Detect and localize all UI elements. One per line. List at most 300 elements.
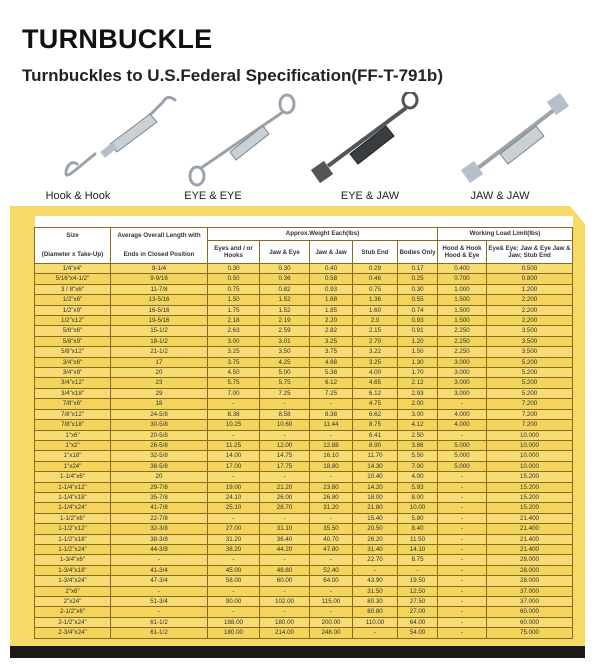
table-row [35,617,573,627]
table-cell: 10.000 [487,461,573,471]
table-cell: 0.74 [398,305,438,315]
table-cell: 1/2"x9" [35,305,111,315]
table-cell: 1-1/4"x12" [35,482,111,492]
caption-jaw-jaw: JAW & JAW [470,190,530,202]
table-cell: 4.000 [438,420,487,430]
table-cell: 0.93 [310,284,353,294]
table-cell: 10.25 [208,420,260,430]
table-cell: - [208,472,260,482]
table-cell: 3.25 [208,347,260,357]
table-cell: 1/2"x6" [35,295,111,305]
table-row [35,420,573,430]
table-row [35,555,573,565]
table-cell: 60.000 [487,617,573,627]
table-cell: 4.12 [398,420,438,430]
table-cell: 6.12 [310,378,353,388]
table-cell: - [438,565,487,575]
table-cell: - [310,555,353,565]
table-cell: 3.75 [310,347,353,357]
blank-row [35,216,573,228]
table-cell: 64.00 [398,617,438,627]
table-cell: - [260,555,310,565]
table-cell: 58.00 [208,576,260,586]
table-cell: - [260,430,310,440]
hook-hook-turnbuckle-image [55,92,185,187]
table-cell: 2.250 [438,347,487,357]
table-cell: 1.500 [438,305,487,315]
table-cell: 14.10 [398,544,438,554]
table-row [35,274,573,284]
table-cell: 21.400 [487,524,573,534]
table-cell: 0.91 [398,326,438,336]
table-cell: 0.46 [353,274,398,284]
table-cell: 80.80 [353,607,398,617]
table-cell: 3.000 [438,357,487,367]
table-cell: - [260,513,310,523]
table-cell: 1-1/2"x24" [35,544,111,554]
table-row [35,628,573,638]
table-row [35,534,573,544]
table-cell: - [438,534,487,544]
table-cell: 1-3/4"x18" [35,565,111,575]
table-cell: 2.59 [260,326,310,336]
table-cell: 26-5/8 [111,440,208,450]
table-cell: 51-3/4 [111,597,208,607]
table-cell: 21.80 [353,503,398,513]
table-cell: - [111,607,208,617]
table-cell: 20 [111,472,208,482]
table-cell: 0.36 [260,274,310,284]
table-cell: 8.38 [310,409,353,419]
table-cell: 27.00 [398,607,438,617]
table-cell: 21.20 [260,482,310,492]
table-cell: 3.25 [353,357,398,367]
table-cell: - [438,576,487,586]
table-row [35,544,573,554]
table-row [35,472,573,482]
table-cell: 8.38 [208,409,260,419]
table-cell: 1.52 [260,295,310,305]
table-cell: 14.00 [208,451,260,461]
table-row [35,284,573,294]
table-cell: 32-3/8 [111,524,208,534]
table-cell: 4.00 [353,368,398,378]
table-row [35,295,573,305]
table-row [35,409,573,419]
table-cell: 1.30 [398,357,438,367]
table-cell: 11.44 [310,420,353,430]
table-cell: 3.500 [487,326,573,336]
table-body [35,264,573,639]
table-cell: 0.75 [208,284,260,294]
table-cell: 214.00 [260,628,310,638]
table-cell: 2.250 [438,326,487,336]
table-cell: 1.75 [208,305,260,315]
table-cell: 61-1/2 [111,617,208,627]
table-cell: 31.20 [310,503,353,513]
table-cell: - [438,472,487,482]
col-stub-end: Stub End [353,241,398,264]
table-cell: 3.000 [438,388,487,398]
table-cell: 31.10 [260,524,310,534]
table-row [35,513,573,523]
table-cell: 7.00 [398,461,438,471]
table-cell: 20 [111,368,208,378]
table-cell: 80.30 [353,597,398,607]
table-cell: - [208,513,260,523]
table-cell: 1-1/2"x6" [35,513,111,523]
table-cell: 17 [111,357,208,367]
table-cell: 28.70 [260,503,310,513]
table-cell: 180.00 [260,617,310,627]
table-cell: 21.400 [487,513,573,523]
table-cell: 45.00 [208,565,260,575]
table-cell: 3.22 [353,347,398,357]
table-cell: 15.200 [487,492,573,502]
bottom-band [10,646,585,658]
table-cell: 40.70 [310,534,353,544]
table-cell: 21.400 [487,534,573,544]
table-cell: 24.10 [208,492,260,502]
table-cell: 1-1/4"x6" [35,472,111,482]
table-cell: 3.500 [487,336,573,346]
table-cell: - [260,586,310,596]
table-cell: - [260,472,310,482]
table-cell: 2"x24" [35,597,111,607]
table-cell: 5/8"x12" [35,347,111,357]
table-cell: 1.60 [353,305,398,315]
table-cell: 10.000 [487,440,573,450]
table-cell: 20.50 [353,524,398,534]
table-cell: 13-5/16 [111,295,208,305]
table-cell: 7/8"x12" [35,409,111,419]
table-cell: 75.000 [487,628,573,638]
table-row [35,586,573,596]
table-cell: 15.200 [487,503,573,513]
table-cell: - [438,555,487,565]
table-cell: 1-1/2"x18" [35,534,111,544]
table-cell: 5.38 [310,368,353,378]
table-cell: 18.80 [310,461,353,471]
table-cell: 1.50 [398,347,438,357]
table-cell: 1.70 [398,368,438,378]
table-cell: 3.50 [260,347,310,357]
table-cell: 41-7/8 [111,503,208,513]
table-cell: - [260,399,310,409]
table-cell: 0.55 [398,295,438,305]
table-cell: 5.200 [487,388,573,398]
table-cell: - [438,607,487,617]
table-cell: 17.75 [260,461,310,471]
table-row [35,461,573,471]
table-cell: 6.12 [353,388,398,398]
table-cell: 6.41 [353,430,398,440]
table-cell: 14.75 [260,451,310,461]
col-jaw-eye: Jaw & Eye [260,241,310,264]
table-cell: 28.000 [487,565,573,575]
table-cell: 1"x6" [35,430,111,440]
table-cell: 8.00 [398,492,438,502]
caption-eye-eye: EYE & EYE [184,190,242,202]
table-row [35,378,573,388]
table-cell: 1-3/4"x6" [35,555,111,565]
caption-eye-jaw: EYE & JAW [340,190,400,202]
table-cell: - [260,607,310,617]
table-cell: 2-1/2"x24" [35,617,111,627]
table-cell: - [438,399,487,409]
table-cell: 31.40 [353,544,398,554]
table-cell: 0.30 [398,284,438,294]
table-row [35,316,573,326]
table-cell: 2.12 [398,378,438,388]
table-cell: 11-7/8 [111,284,208,294]
table-cell: 0.82 [260,284,310,294]
table-cell: 3.500 [487,347,573,357]
table-cell: 0.75 [353,284,398,294]
table-cell: 22-7/8 [111,513,208,523]
table-cell: 2.15 [353,326,398,336]
table-cell: 2.19 [260,316,310,326]
table-cell: 1.50 [208,295,260,305]
caption-hook-hook: Hook & Hook [45,190,111,202]
table-cell: 37.000 [487,597,573,607]
table-cell: 0.25 [398,274,438,284]
table-cell: 10.60 [260,420,310,430]
table-cell: 5/8"x6" [35,326,111,336]
table-cell: 31.50 [353,586,398,596]
table-cell: 0.700 [438,274,487,284]
table-cell: 0.93 [398,316,438,326]
table-cell: 2.93 [398,388,438,398]
table-cell: 15.200 [487,482,573,492]
table-cell: 0.17 [398,264,438,274]
table-cell: 1.68 [310,295,353,305]
table-cell: - [438,482,487,492]
table-cell: 38-5/8 [111,461,208,471]
table-cell: - [310,607,353,617]
table-cell: 30-5/8 [111,420,208,430]
table-cell: 102.00 [260,597,310,607]
table-cell: 2.200 [487,305,573,315]
table-cell: - [438,597,487,607]
table-cell: 1"x2" [35,440,111,450]
table-cell: 1/2"x12" [35,316,111,326]
table-row [35,440,573,450]
table-cell: 7.25 [310,388,353,398]
table-cell: 3.86 [398,440,438,450]
eye-jaw-turnbuckle-image [300,92,430,187]
table-cell: 12.50 [398,586,438,596]
table-cell: 29 [111,388,208,398]
table-cell: 1-1/4"x24" [35,503,111,513]
table-cell: 23.80 [310,482,353,492]
table-cell: 3.000 [438,378,487,388]
table-cell: 4.65 [353,378,398,388]
table-cell: - [438,430,487,440]
table-cell: 29-7/8 [111,482,208,492]
table-cell: 3/4"x6" [35,357,111,367]
table-cell: 5.93 [398,482,438,492]
table-cell: 5.75 [260,378,310,388]
table-cell: 90.00 [208,597,260,607]
table-cell: 11.25 [208,440,260,450]
table-cell: 2.0 [353,316,398,326]
table-cell: 1.52 [260,305,310,315]
table-cell: 2.20 [310,316,353,326]
length-header: Average Overall Length with Ends in Closed Position [111,228,208,264]
table-cell: 16-5/16 [111,305,208,315]
table-cell: 7/8"x6" [35,399,111,409]
col-wll-hook: Hood & Hook Hood & Eye [438,241,487,264]
table-cell: 4.88 [310,357,353,367]
table-cell: - [208,430,260,440]
table-row [35,368,573,378]
table-cell: 3.00 [208,336,260,346]
table-cell: 18.00 [353,492,398,502]
table-cell: 21-1/2 [111,347,208,357]
wll-group-header: Working Load Limit(lbs) [438,228,573,241]
table-cell: - [398,565,438,575]
table-cell: 1.36 [353,295,398,305]
table-cell: 35-7/8 [111,492,208,502]
table-cell: 28.000 [487,576,573,586]
table-cell: - [208,607,260,617]
table-cell: 19.00 [208,482,260,492]
table-cell: 115.00 [310,597,353,607]
table-cell: 8.40 [398,524,438,534]
table-cell: 21.400 [487,544,573,554]
table-cell: - [111,555,208,565]
page-subtitle: Turnbuckles to U.S.Federal Specification(FF-T-791b) [22,66,443,85]
table-cell: 7/8"x18" [35,420,111,430]
table-cell: 17.00 [208,461,260,471]
table-row [35,451,573,461]
table-cell: 2.63 [208,326,260,336]
table-cell: 60.000 [487,607,573,617]
table-cell: 54.00 [398,628,438,638]
col-wll-eye-jaw: Eye& Eye; Jaw & Eye Jaw & Jaw; Stub End [487,241,573,264]
table-cell: 2.18 [208,316,260,326]
table-cell: 14.20 [353,482,398,492]
table-cell: 26.20 [353,534,398,544]
table-cell: 0.400 [438,264,487,274]
table-cell: 2-3/4"x24" [35,628,111,638]
table-cell: 19.50 [398,576,438,586]
table-cell: 15-1/2 [111,326,208,336]
table-cell: - [310,472,353,482]
weight-group-header: Approx.Weight Each(lbs) [208,228,438,241]
table-cell: 4.50 [208,368,260,378]
table-cell: 5.200 [487,378,573,388]
table-cell: 2"x6" [35,586,111,596]
table-cell: 47-3/4 [111,576,208,586]
table-cell: 23 [111,378,208,388]
table-cell: 18-1/2 [111,336,208,346]
table-cell: 3/4"x12" [35,378,111,388]
jaw-jaw-turnbuckle-image [450,92,580,187]
table-cell: 3.00 [398,409,438,419]
table-cell: - [438,503,487,513]
table-cell: - [438,524,487,534]
table-cell: 8.58 [260,409,310,419]
table-cell: 19-5/16 [111,316,208,326]
table-cell: 0.40 [310,264,353,274]
table-cell: 4.75 [353,399,398,409]
table-row [35,388,573,398]
table-cell: 0.500 [487,264,573,274]
table-cell: 9-1/4 [111,264,208,274]
table-cell: - [310,399,353,409]
table-cell: 64.00 [310,576,353,586]
table-cell: 1.500 [438,316,487,326]
table-cell: 188.00 [208,617,260,627]
table-cell: 1-3/4"x24" [35,576,111,586]
table-cell: 3/4"x18" [35,388,111,398]
table-row [35,576,573,586]
table-cell: 7.200 [487,399,573,409]
table-cell: 44-3/8 [111,544,208,554]
table-cell: 7.25 [260,388,310,398]
table-cell: - [438,586,487,596]
table-cell: 5.80 [398,513,438,523]
table-row [35,336,573,346]
table-cell: 27.00 [208,524,260,534]
table-cell: 31.20 [208,534,260,544]
table-cell: 5.00 [260,368,310,378]
table-cell: 22.70 [353,555,398,565]
table-cell: 1"x24" [35,461,111,471]
table-cell: 44.20 [260,544,310,554]
table-cell: 4.000 [438,409,487,419]
table-cell: 10.000 [487,430,573,440]
table-cell: 60.00 [260,576,310,586]
table-row [35,524,573,534]
table-cell: - [208,586,260,596]
table-cell: 1.85 [310,305,353,315]
eye-eye-turnbuckle-image [175,92,305,187]
table-cell: 41-3/4 [111,565,208,575]
table-cell: 52.40 [310,565,353,575]
table-cell: - [208,399,260,409]
table-row [35,430,573,440]
table-cell: 3.25 [310,336,353,346]
table-cell: - [353,628,398,638]
table-cell: 3.75 [208,357,260,367]
table-row [35,607,573,617]
table-cell: 8.75 [398,555,438,565]
table-cell: 7.200 [487,409,573,419]
table-cell: 2-1/2"x6" [35,607,111,617]
table-cell: - [353,565,398,575]
table-cell: 12.00 [260,440,310,450]
table-cell: 8.75 [353,420,398,430]
table-cell: 27.50 [398,597,438,607]
table-cell: 5.200 [487,368,573,378]
table-cell: 61-1/2 [111,628,208,638]
table-cell: 1.000 [438,284,487,294]
table-cell: 36.40 [260,534,310,544]
table-cell: 180.00 [208,628,260,638]
table-cell: 2.200 [487,295,573,305]
table-cell: 2.00 [398,399,438,409]
table-cell: 1.500 [438,295,487,305]
table-cell: 1.200 [487,284,573,294]
table-cell: - [310,430,353,440]
table-cell: 1"x18" [35,451,111,461]
table-cell: 48.80 [260,565,310,575]
spec-table [34,216,573,639]
table-cell: 14.30 [353,461,398,471]
